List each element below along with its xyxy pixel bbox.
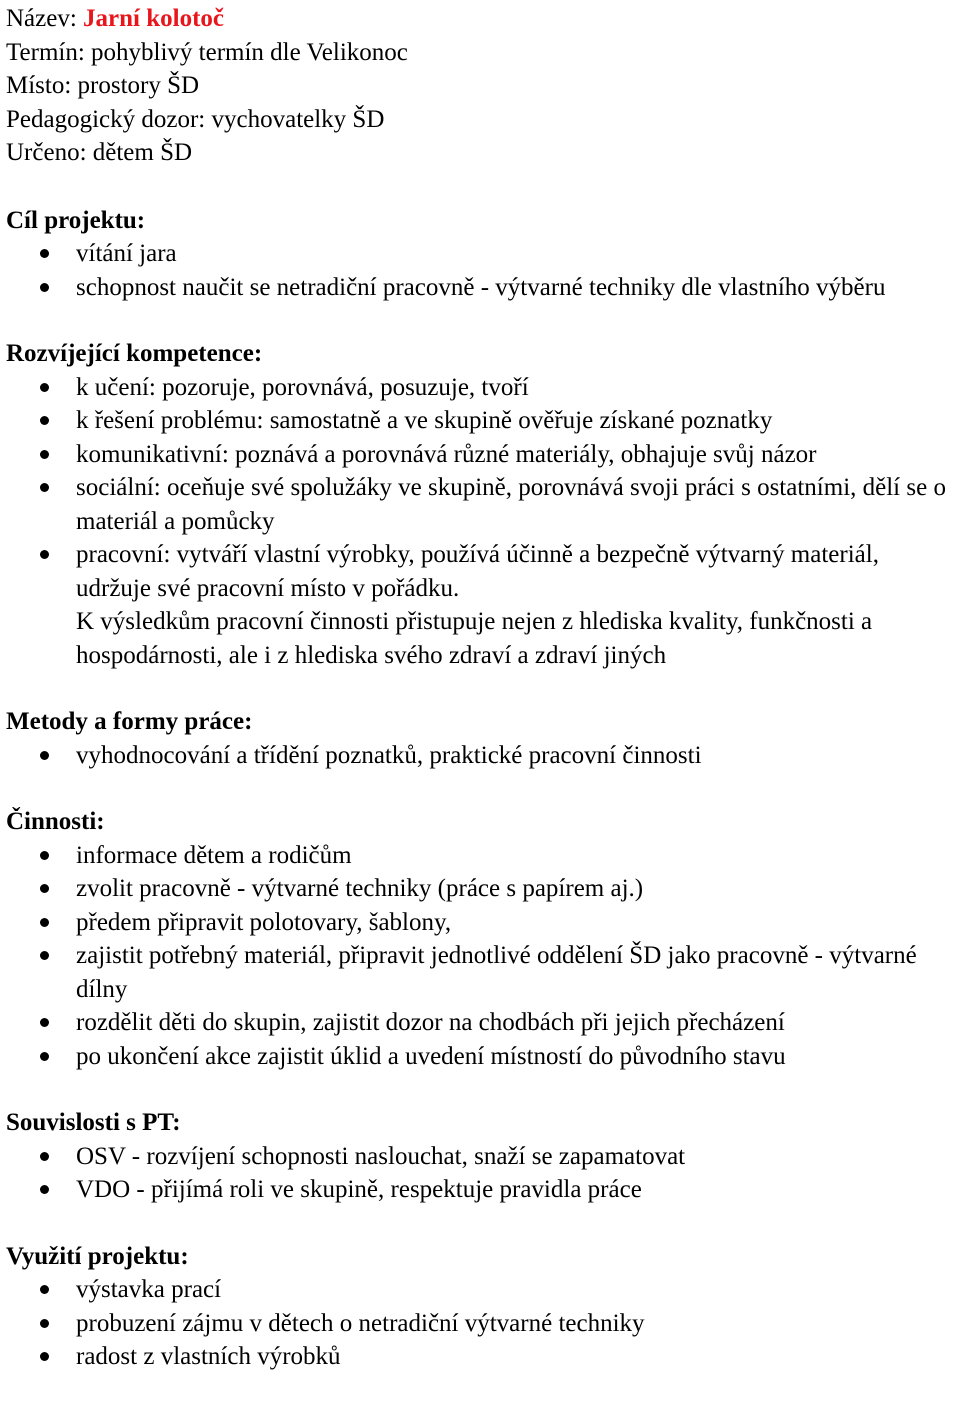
bullet-icon — [40, 951, 49, 960]
bullet-icon — [40, 1352, 49, 1361]
activities-heading: Činnosti: — [6, 808, 105, 835]
list-item: výstavka prací — [6, 1273, 958, 1307]
bullet-icon — [40, 483, 49, 492]
list-item: k učení: pozoruje, porovnává, posuzuje, tvoří — [6, 371, 958, 405]
list-item: vyhodnocování a třídění poznatků, praktické pracovní činnosti — [6, 739, 958, 773]
project-name-value: Jarní kolotoč — [83, 5, 225, 32]
bullet-icon — [40, 283, 49, 292]
activities-list — [6, 839, 958, 1074]
list-item: zajistit potřebný materiál, připravit jednotlivé oddělení ŠD jako pracovně - výtvarné dílny — [6, 939, 958, 1006]
goal-list — [6, 237, 958, 304]
bullet-icon — [40, 1185, 49, 1194]
bullet-icon — [40, 884, 49, 893]
relations-heading: Souvislosti s PT: — [6, 1109, 181, 1136]
methods-heading: Metody a formy práce: — [6, 708, 253, 735]
bullet-icon — [40, 416, 49, 425]
list-item: probuzení zájmu v dětech o netradiční výtvarné techniky — [6, 1307, 958, 1341]
list-item: komunikativní: poznává a porovnává různé materiály, obhajuje svůj názor — [6, 438, 958, 472]
bullet-icon — [40, 450, 49, 459]
competences-list — [6, 371, 958, 606]
project-intended-for: Určeno: dětem ŠD — [6, 139, 193, 166]
list-item: po ukončení akce zajistit úklid a uvedení místností do původního stavu — [6, 1040, 958, 1074]
goal-heading: Cíl projektu: — [6, 206, 146, 234]
list-item: radost z vlastních výrobků — [6, 1340, 958, 1374]
bullet-icon — [40, 550, 49, 559]
competences-heading: Rozvíjející kompetence: — [6, 340, 263, 367]
list-item: pracovní: vytváří vlastní výrobky, používá účinně a bezpečně výtvarný materiál, udržuje své pracovní místo v pořádku. — [6, 538, 958, 605]
list-item: OSV - rozvíjení schopnosti naslouchat, snaží se zapamatovat — [6, 1140, 958, 1174]
list-item: k řešení problému: samostatně a ve skupině ověřuje získané poznatky — [6, 404, 958, 438]
list-item: informace dětem a rodičům — [6, 839, 958, 873]
list-item: rozdělit děti do skupin, zajistit dozor na chodbách při jejich přecházení — [6, 1006, 958, 1040]
project-name-line — [6, 2, 958, 36]
list-item: VDO - přijímá roli ve skupině, respektuje pravidla práce — [6, 1173, 958, 1207]
usage-heading: Využití projektu: — [6, 1242, 189, 1270]
document-page — [6, 2, 958, 1374]
bullet-icon — [40, 851, 49, 860]
bullet-icon — [40, 1052, 49, 1061]
bullet-icon — [40, 1152, 49, 1161]
methods-list — [6, 739, 958, 773]
list-item: zvolit pracovně - výtvarné techniky (práce s papírem aj.) — [6, 872, 958, 906]
bullet-icon — [40, 1319, 49, 1328]
bullet-icon — [40, 1285, 49, 1294]
project-name-label: Název: — [6, 5, 84, 32]
project-term: Termín: pohyblivý termín dle Velikonoc — [6, 38, 408, 66]
relations-list — [6, 1140, 958, 1207]
list-item: schopnost naučit se netradiční pracovně - výtvarné techniky dle vlastního výběru — [6, 271, 958, 305]
project-supervision: Pedagogický dozor: vychovatelky ŠD — [6, 105, 385, 133]
list-item: vítání jara — [6, 237, 958, 271]
list-item: předem připravit polotovary, šablony, — [6, 906, 958, 940]
competences-note: K výsledkům pracovní činnosti přistupuje nejen z hlediska kvality, funkčnosti a hospodárnosti, ale i z hlediska svého zdraví a zdraví jiných — [76, 608, 873, 669]
bullet-icon — [40, 751, 49, 760]
bullet-icon — [40, 249, 49, 258]
bullet-icon — [40, 383, 49, 392]
bullet-icon — [40, 1018, 49, 1027]
list-item: sociální: oceňuje své spolužáky ve skupině, porovnává svoji práci s ostatními, dělí se o materiál a pomůcky — [6, 471, 958, 538]
project-place: Místo: prostory ŠD — [6, 72, 200, 99]
usage-list — [6, 1273, 958, 1374]
bullet-icon — [40, 918, 49, 927]
